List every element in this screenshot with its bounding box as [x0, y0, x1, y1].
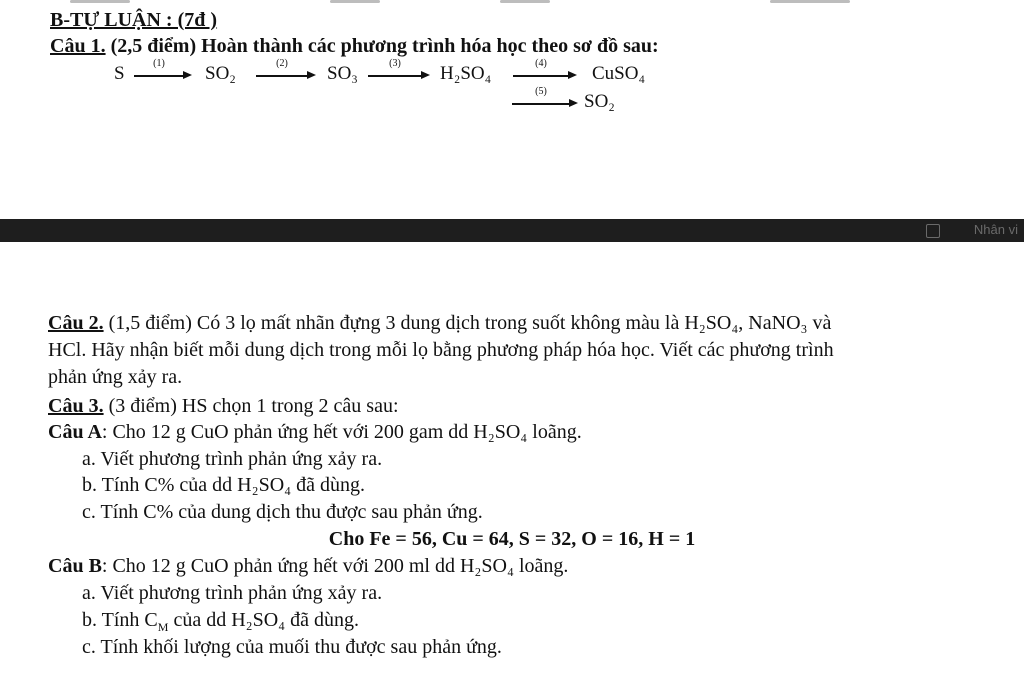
species-cuso4: CuSO₄ — [592, 63, 646, 84]
arrow-2 — [256, 58, 316, 82]
question-a-label: Câu A — [48, 421, 102, 443]
arrow-2-number: (2) — [276, 58, 288, 69]
species-so2-product: SO₂ — [584, 91, 615, 112]
question-b-item-b-subscript: M — [157, 620, 169, 634]
question-3-label: Câu 3. — [48, 395, 104, 417]
question-a — [48, 420, 582, 444]
species-s: S — [114, 63, 125, 84]
species-so3: SO₃ — [327, 63, 358, 84]
question-b-text: : Cho 12 g CuO phản ứng hết với 200 ml dd H₂SO₄ loãng. — [101, 555, 569, 577]
question-2-label: Câu 2. — [48, 312, 104, 334]
question-b — [48, 554, 568, 578]
arrow-5 — [512, 86, 578, 110]
question-b-item-b-rest: của dd H₂SO₄ đã dùng. — [168, 609, 360, 631]
toolbar-label: Nhân vi — [973, 222, 1018, 237]
arrow-3 — [368, 58, 430, 82]
question-b-item-c: c. Tính khối lượng của muối thu được sau phản ứng. — [82, 636, 502, 658]
arrow-1 — [134, 58, 192, 82]
atomic-masses: Cho Fe = 56, Cu = 64, S = 32, O = 16, H = 1 — [328, 528, 696, 550]
question-2-line-2: HCl. Hãy nhận biết mỗi dung dịch trong mỗi lọ bằng phương pháp hóa học. Viết các phương trình — [48, 339, 834, 361]
question-3-text: (3 điểm) HS chọn 1 trong 2 câu sau: — [103, 395, 399, 417]
species-h2so4: H₂SO₄ — [440, 63, 492, 84]
person-icon — [926, 224, 940, 238]
arrow-5-number: (5) — [535, 86, 547, 97]
question-3 — [48, 394, 399, 418]
question-a-item-a: a. Viết phương trình phản ứng xảy ra. — [82, 448, 383, 470]
question-2-text: (1,5 điểm) Có 3 lọ mất nhãn đựng 3 dung dịch trong suốt không màu là H₂SO₄, NaNO₃ và — [103, 312, 832, 334]
question-1-text: (2,5 điểm) Hoàn thành các phương trình hóa học theo sơ đồ sau: — [105, 35, 659, 57]
arrow-1-number: (1) — [153, 58, 165, 69]
dark-toolbar-bar — [0, 219, 1024, 242]
section-title-text: B-TỰ LUẬN : (7đ ) — [50, 9, 218, 31]
question-1-label: Câu 1. — [50, 35, 106, 57]
question-a-text: : Cho 12 g CuO phản ứng hết với 200 gam dd H₂SO₄ loãng. — [101, 421, 582, 443]
arrow-3-number: (3) — [389, 58, 401, 69]
question-a-item-c: c. Tính C% của dung dịch thu được sau phản ứng. — [82, 501, 483, 523]
species-so2: SO₂ — [205, 63, 236, 84]
question-b-item-a: a. Viết phương trình phản ứng xảy ra. — [82, 582, 383, 604]
question-b-label: Câu B — [48, 555, 102, 577]
question-b-item-b-start: b. Tính C — [82, 609, 158, 631]
arrow-4 — [513, 58, 577, 82]
question-a-item-b: b. Tính C% của dd H₂SO₄ đã dùng. — [82, 474, 365, 496]
question-2-line-3: phản ứng xảy ra. — [48, 366, 183, 388]
question-2-line-1 — [48, 311, 831, 335]
reaction-scheme — [0, 0, 1024, 130]
arrow-4-number: (4) — [535, 58, 547, 69]
